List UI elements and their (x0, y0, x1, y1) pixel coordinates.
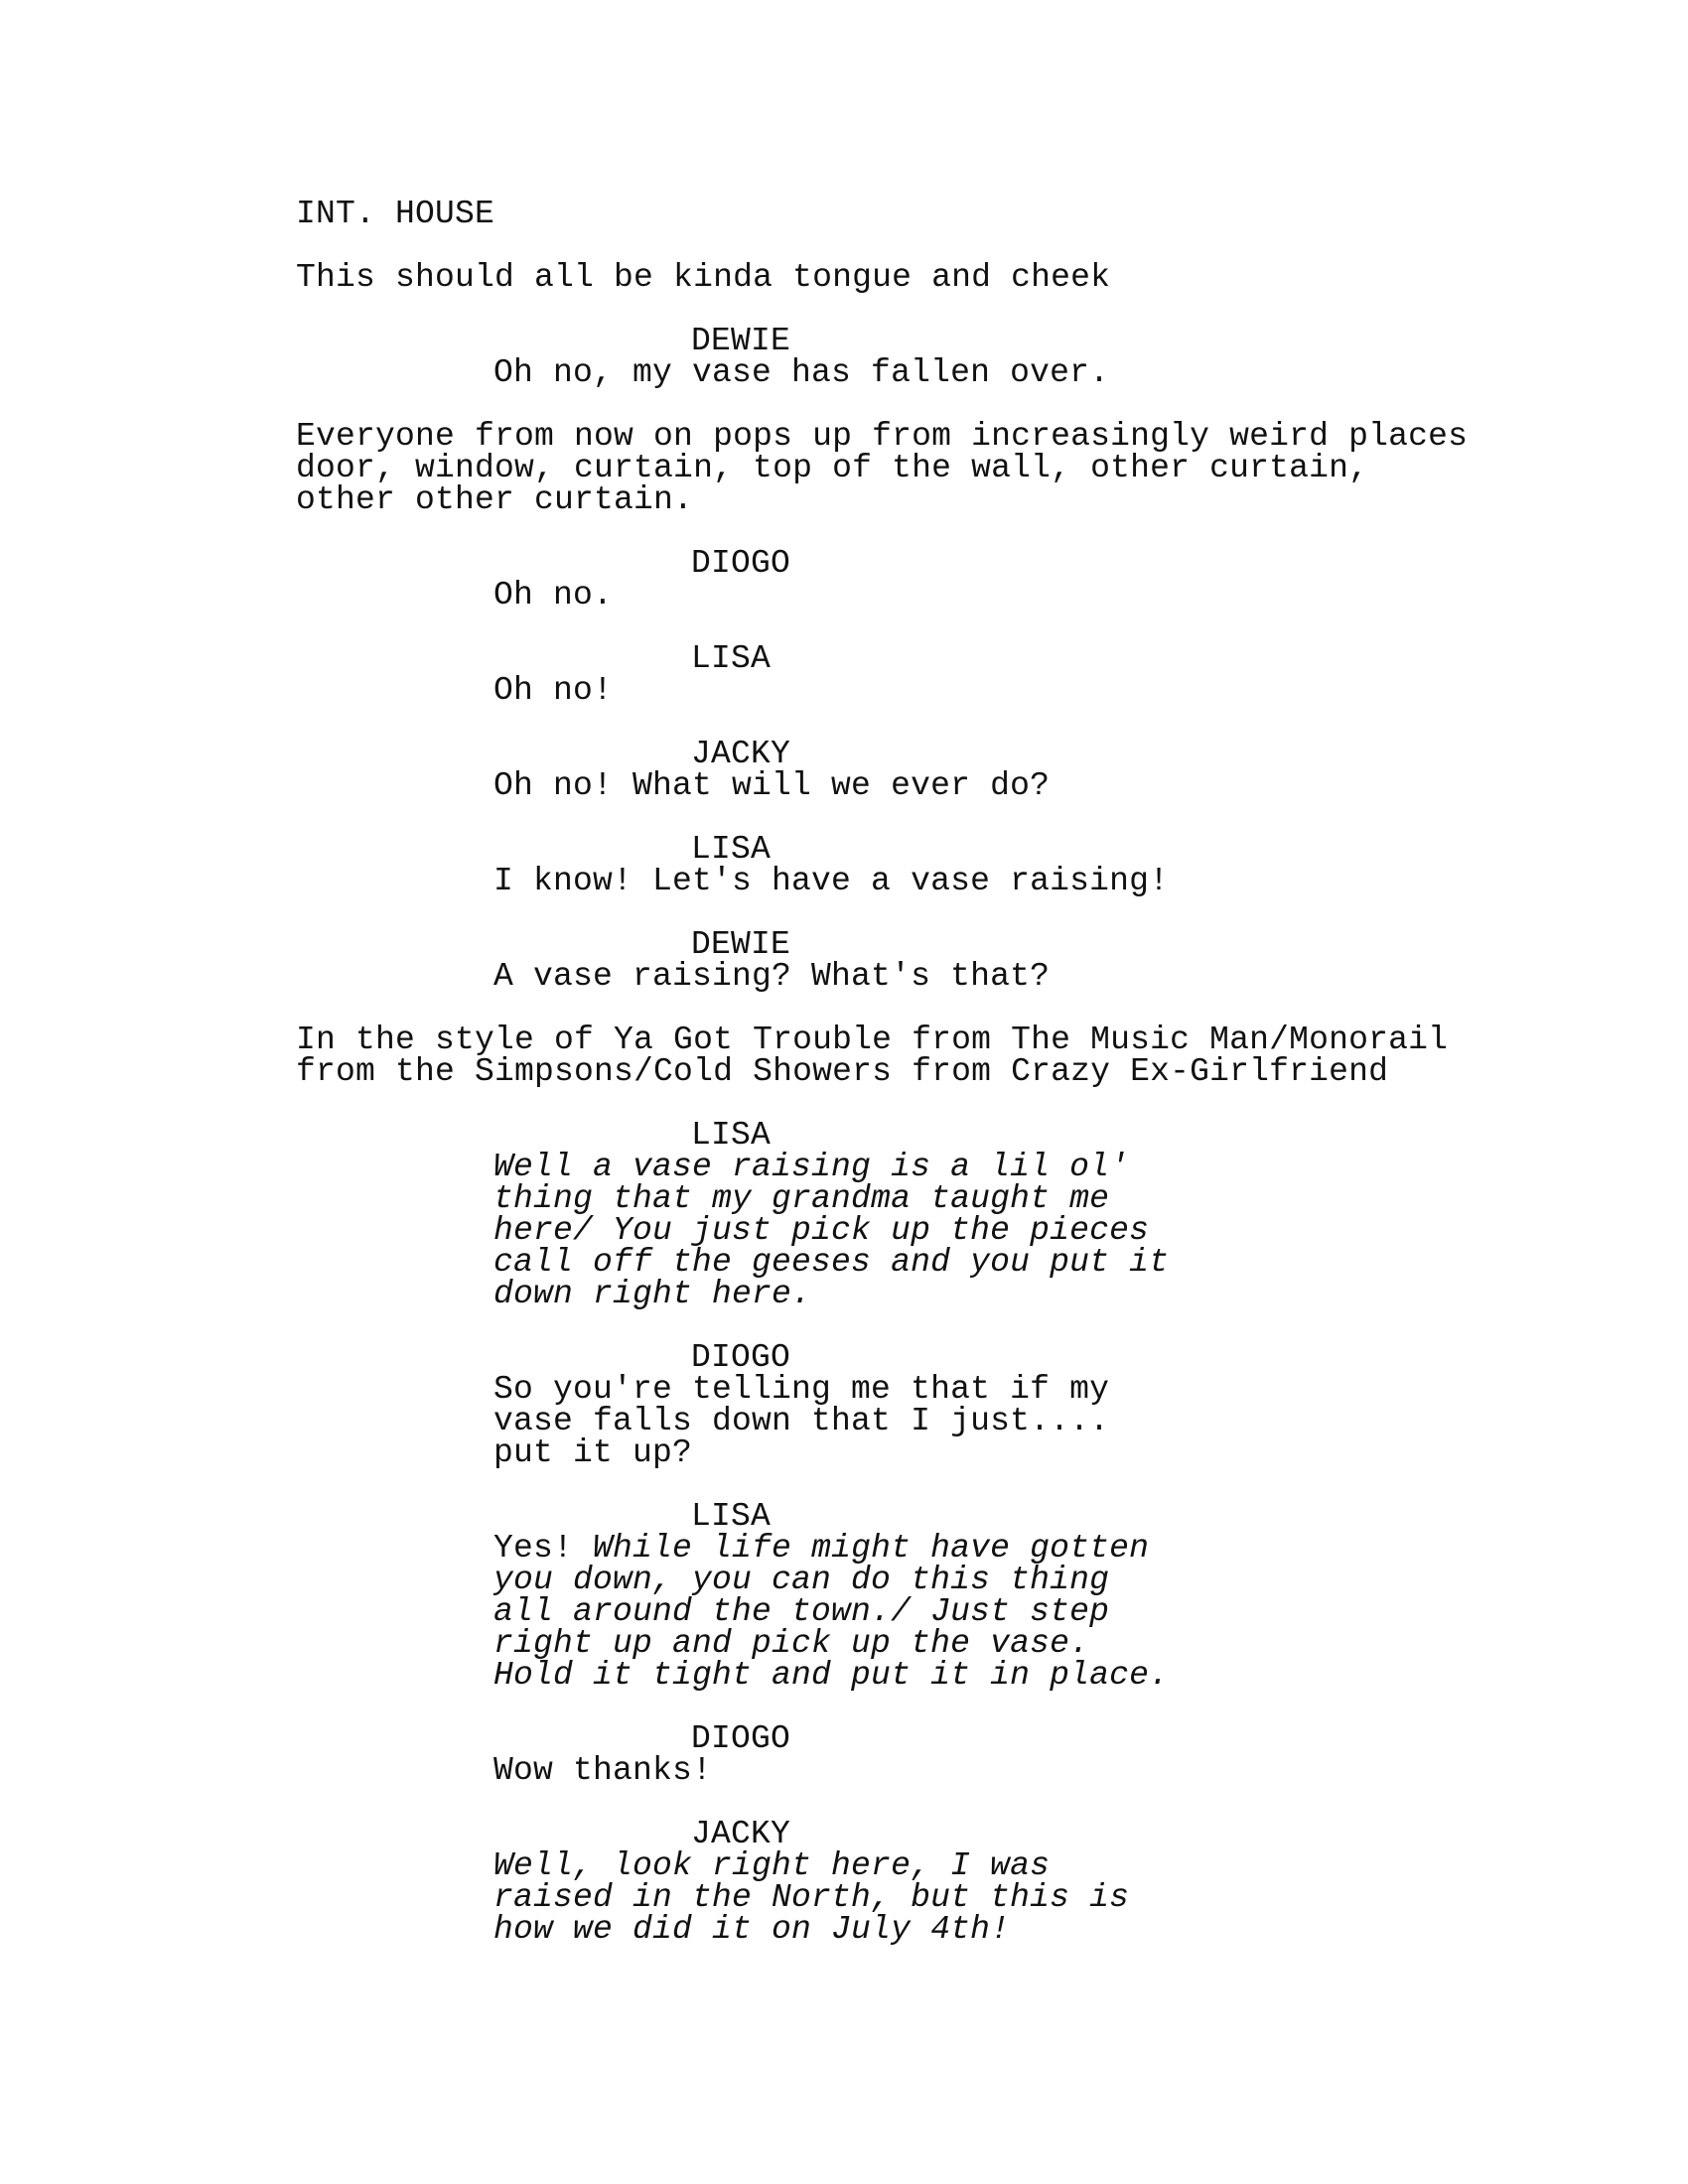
dialogue-line: I know! Let's have a vase raising! (493, 863, 1170, 899)
lyric-line: down right here. (493, 1276, 812, 1312)
lyric-line: Well a vase raising is a lil ol' (493, 1149, 1130, 1185)
character-name: JACKY (691, 736, 791, 772)
lyric-text: While life might have gotten (593, 1530, 1150, 1567)
character-name: DIOGO (691, 1339, 791, 1376)
character-name: JACKY (691, 1816, 791, 1852)
dialogue-line: Oh no! (493, 672, 614, 709)
action-line: from the Simpsons/Cold Showers from Crazy Ex-Girlfriend (296, 1053, 1389, 1090)
dialogue-line: Oh no! What will we ever do? (493, 767, 1051, 804)
action-line: Everyone from now on pops up from increasingly weird places (296, 418, 1469, 455)
lyric-line: Hold it tight and put it in place. (493, 1657, 1170, 1694)
lyric-line: thing that my grandma taught me (493, 1180, 1110, 1217)
lyric-line: call off the geeses and you put it (493, 1244, 1170, 1281)
dialogue-line: So you're telling me that if my (493, 1371, 1110, 1408)
lyric-line: here/ You just pick up the pieces (493, 1212, 1150, 1249)
dialogue-line (493, 1530, 1150, 1567)
action-line: other other curtain. (296, 481, 694, 518)
action-line: door, window, curtain, top of the wall, other curtain, (296, 450, 1369, 486)
dialogue-line: vase falls down that I just.... (493, 1403, 1110, 1439)
action-line: In the style of Ya Got Trouble from The Music Man/Monorail (296, 1022, 1449, 1058)
dialogue-lead: Yes! (493, 1530, 574, 1567)
character-name: LISA (691, 640, 772, 677)
character-name: DEWIE (691, 926, 791, 963)
lyric-line: right up and pick up the vase. (493, 1625, 1090, 1662)
character-name: LISA (691, 831, 772, 868)
character-name: DEWIE (691, 323, 791, 359)
lyric-line: how we did it on July 4th! (493, 1911, 1011, 1948)
dialogue-line: A vase raising? What's that? (493, 958, 1051, 995)
dialogue-line: Oh no. (493, 577, 614, 614)
dialogue-line: Wow thanks! (493, 1752, 713, 1789)
dialogue-line: Oh no, my vase has fallen over. (493, 354, 1110, 391)
action-line: This should all be kinda tongue and cheek (296, 259, 1111, 296)
character-name: LISA (691, 1498, 772, 1535)
lyric-line: Well, look right here, I was (493, 1847, 1051, 1884)
character-name: DIOGO (691, 1720, 791, 1757)
scene-heading: INT. HOUSE (296, 196, 495, 232)
character-name: DIOGO (691, 545, 791, 582)
lyric-line: you down, you can do this thing (493, 1562, 1110, 1598)
character-name: LISA (691, 1117, 772, 1154)
lyric-line: raised in the North, but this is (493, 1879, 1130, 1916)
lyric-line: all around the town./ Just step (493, 1593, 1110, 1630)
dialogue-line: put it up? (493, 1434, 693, 1471)
